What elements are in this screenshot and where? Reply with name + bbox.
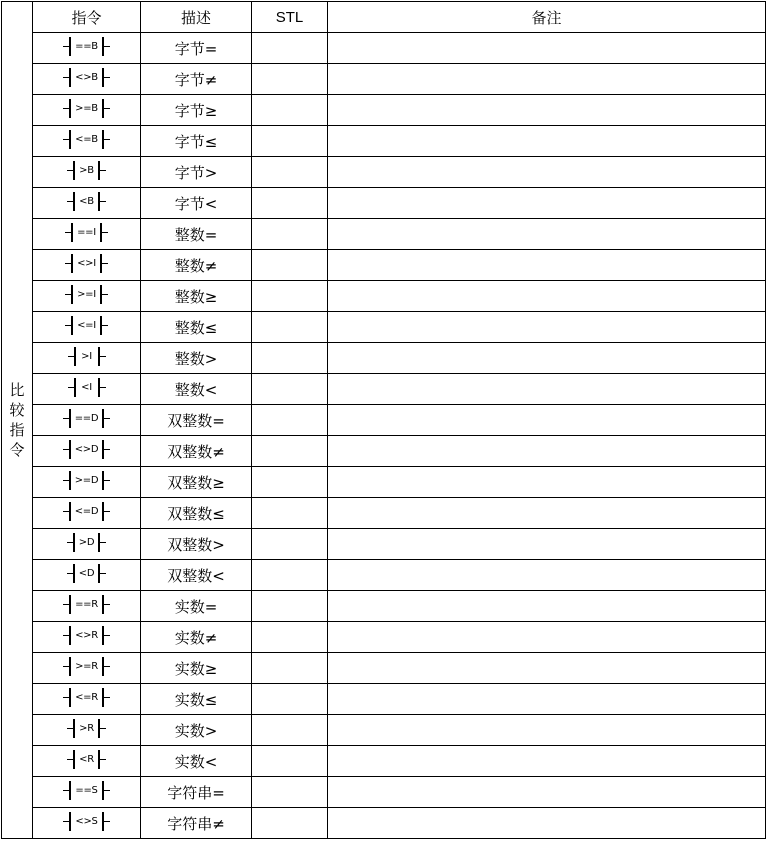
instruction-operator: ==I bbox=[77, 226, 96, 238]
remark-cell bbox=[328, 33, 766, 64]
instruction-cell bbox=[33, 467, 141, 498]
instruction-operator: >=D bbox=[74, 474, 99, 486]
contact-symbol-icon bbox=[71, 222, 102, 242]
remark-cell bbox=[328, 157, 766, 188]
stl-cell bbox=[252, 808, 328, 839]
description-cell: 双整数≥ bbox=[141, 467, 252, 498]
remark-cell bbox=[328, 312, 766, 343]
table-row bbox=[2, 250, 766, 281]
instruction-cell bbox=[33, 684, 141, 715]
description-cell: 实数≤ bbox=[141, 684, 252, 715]
header-stl: STL bbox=[252, 2, 328, 33]
stl-cell bbox=[252, 498, 328, 529]
description-cell: 字符串≠ bbox=[141, 808, 252, 839]
instruction-cell bbox=[33, 33, 141, 64]
table-row bbox=[2, 529, 766, 560]
contact-symbol-icon bbox=[73, 749, 100, 769]
contact-symbol-icon bbox=[69, 594, 104, 614]
stl-cell bbox=[252, 374, 328, 405]
table-row bbox=[2, 467, 766, 498]
table-row bbox=[2, 281, 766, 312]
header-instruction: 指令 bbox=[33, 2, 141, 33]
remark-cell bbox=[328, 126, 766, 157]
instruction-cell bbox=[33, 281, 141, 312]
contact-symbol-icon bbox=[73, 191, 100, 211]
header-remark: 备注 bbox=[328, 2, 766, 33]
contact-symbol-icon bbox=[69, 780, 103, 800]
stl-cell bbox=[252, 777, 328, 808]
remark-cell bbox=[328, 746, 766, 777]
remark-cell bbox=[328, 343, 766, 374]
table-row bbox=[2, 622, 766, 653]
instruction-cell bbox=[33, 591, 141, 622]
table-row bbox=[2, 777, 766, 808]
contact-symbol-icon bbox=[73, 532, 100, 552]
table-row bbox=[2, 591, 766, 622]
instruction-operator: <=I bbox=[77, 319, 96, 331]
remark-cell bbox=[328, 219, 766, 250]
remark-cell bbox=[328, 467, 766, 498]
instruction-cell bbox=[33, 250, 141, 281]
remark-cell bbox=[328, 684, 766, 715]
instruction-operator: >R bbox=[79, 722, 94, 734]
remark-cell bbox=[328, 808, 766, 839]
instruction-cell bbox=[33, 715, 141, 746]
contact-symbol-icon bbox=[73, 160, 100, 180]
table-row bbox=[2, 684, 766, 715]
description-cell: 整数≠ bbox=[141, 250, 252, 281]
table-row bbox=[2, 436, 766, 467]
stl-cell bbox=[252, 715, 328, 746]
stl-cell bbox=[252, 64, 328, 95]
instruction-operator: <B bbox=[79, 195, 94, 207]
stl-cell bbox=[252, 281, 328, 312]
table-row bbox=[2, 219, 766, 250]
remark-cell bbox=[328, 715, 766, 746]
remark-cell bbox=[328, 64, 766, 95]
instruction-cell bbox=[33, 560, 141, 591]
table-row bbox=[2, 157, 766, 188]
contact-symbol-icon bbox=[69, 67, 104, 87]
contact-symbol-icon bbox=[71, 315, 102, 335]
instruction-cell bbox=[33, 529, 141, 560]
description-cell: 双整数= bbox=[141, 405, 252, 436]
table-row bbox=[2, 374, 766, 405]
stl-cell bbox=[252, 746, 328, 777]
table-row bbox=[2, 405, 766, 436]
description-cell: 实数= bbox=[141, 591, 252, 622]
description-cell: 实数> bbox=[141, 715, 252, 746]
description-cell: 双整数< bbox=[141, 560, 252, 591]
stl-cell bbox=[252, 343, 328, 374]
contact-symbol-icon bbox=[69, 129, 104, 149]
instruction-cell bbox=[33, 653, 141, 684]
instruction-operator: ==R bbox=[75, 598, 98, 610]
stl-cell bbox=[252, 436, 328, 467]
description-cell: 字节> bbox=[141, 157, 252, 188]
contact-symbol-icon bbox=[74, 346, 100, 366]
instruction-cell bbox=[33, 405, 141, 436]
instruction-operator: <>S bbox=[75, 815, 98, 827]
description-cell: 字节< bbox=[141, 188, 252, 219]
remark-cell bbox=[328, 436, 766, 467]
remark-cell bbox=[328, 95, 766, 126]
stl-cell bbox=[252, 622, 328, 653]
stl-cell bbox=[252, 529, 328, 560]
instruction-operator: <>B bbox=[75, 71, 98, 83]
contact-symbol-icon bbox=[71, 284, 102, 304]
instruction-cell bbox=[33, 188, 141, 219]
instruction-operator: >I bbox=[81, 350, 92, 362]
contact-symbol-icon bbox=[69, 439, 105, 459]
table-row bbox=[2, 560, 766, 591]
remark-cell bbox=[328, 374, 766, 405]
description-cell: 字节≠ bbox=[141, 64, 252, 95]
description-cell: 双整数> bbox=[141, 529, 252, 560]
instruction-operator: >D bbox=[78, 536, 95, 548]
remark-cell bbox=[328, 560, 766, 591]
instruction-operator: <>R bbox=[75, 629, 98, 641]
contact-symbol-icon bbox=[73, 718, 100, 738]
table-row bbox=[2, 653, 766, 684]
instruction-cell bbox=[33, 498, 141, 529]
description-cell: 整数< bbox=[141, 374, 252, 405]
description-cell: 双整数≠ bbox=[141, 436, 252, 467]
stl-cell bbox=[252, 467, 328, 498]
instruction-cell bbox=[33, 746, 141, 777]
description-cell: 整数= bbox=[141, 219, 252, 250]
stl-cell bbox=[252, 653, 328, 684]
description-cell: 整数≤ bbox=[141, 312, 252, 343]
instruction-cell bbox=[33, 157, 141, 188]
table-row bbox=[2, 312, 766, 343]
category-cell bbox=[2, 2, 33, 839]
instruction-cell bbox=[33, 622, 141, 653]
description-cell: 字符串= bbox=[141, 777, 252, 808]
remark-cell bbox=[328, 188, 766, 219]
instruction-operator: >=B bbox=[75, 102, 98, 114]
instruction-operator: <D bbox=[78, 567, 95, 579]
description-cell: 实数≥ bbox=[141, 653, 252, 684]
contact-symbol-icon bbox=[69, 408, 105, 428]
stl-cell bbox=[252, 591, 328, 622]
stl-cell bbox=[252, 219, 328, 250]
contact-symbol-icon bbox=[69, 656, 104, 676]
description-cell: 整数> bbox=[141, 343, 252, 374]
instruction-cell bbox=[33, 64, 141, 95]
header-description: 描述 bbox=[141, 2, 252, 33]
instruction-cell bbox=[33, 312, 141, 343]
instruction-cell bbox=[33, 126, 141, 157]
instruction-operator: <>I bbox=[77, 257, 96, 269]
instruction-cell bbox=[33, 343, 141, 374]
remark-cell bbox=[328, 498, 766, 529]
comparison-instruction-table bbox=[1, 1, 766, 839]
contact-symbol-icon bbox=[69, 811, 103, 831]
stl-cell bbox=[252, 560, 328, 591]
table-row bbox=[2, 343, 766, 374]
instruction-operator: <=R bbox=[75, 691, 98, 703]
stl-cell bbox=[252, 312, 328, 343]
instruction-operator: <=D bbox=[74, 505, 99, 517]
stl-cell bbox=[252, 188, 328, 219]
table-row bbox=[2, 715, 766, 746]
instruction-operator: >=R bbox=[75, 660, 98, 672]
contact-symbol-icon bbox=[71, 253, 102, 273]
description-cell: 实数< bbox=[141, 746, 252, 777]
remark-cell bbox=[328, 250, 766, 281]
instruction-cell bbox=[33, 374, 141, 405]
instruction-operator: >B bbox=[79, 164, 94, 176]
description-cell: 实数≠ bbox=[141, 622, 252, 653]
contact-symbol-icon bbox=[69, 501, 105, 521]
stl-cell bbox=[252, 126, 328, 157]
instruction-cell bbox=[33, 219, 141, 250]
remark-cell bbox=[328, 622, 766, 653]
stl-cell bbox=[252, 405, 328, 436]
table-row bbox=[2, 95, 766, 126]
category-label: 比较指令 bbox=[9, 381, 25, 459]
remark-cell bbox=[328, 777, 766, 808]
description-cell: 双整数≤ bbox=[141, 498, 252, 529]
instruction-operator: <R bbox=[79, 753, 94, 765]
remark-cell bbox=[328, 591, 766, 622]
table-row bbox=[2, 126, 766, 157]
stl-cell bbox=[252, 95, 328, 126]
description-cell: 字节≥ bbox=[141, 95, 252, 126]
stl-cell bbox=[252, 684, 328, 715]
stl-cell bbox=[252, 157, 328, 188]
remark-cell bbox=[328, 281, 766, 312]
stl-cell bbox=[252, 250, 328, 281]
instruction-operator: >=I bbox=[77, 288, 96, 300]
table-row bbox=[2, 33, 766, 64]
table-row bbox=[2, 498, 766, 529]
contact-symbol-icon bbox=[73, 563, 100, 583]
contact-symbol-icon bbox=[74, 377, 100, 397]
remark-cell bbox=[328, 405, 766, 436]
remark-cell bbox=[328, 653, 766, 684]
instruction-cell bbox=[33, 808, 141, 839]
table-row bbox=[2, 64, 766, 95]
instruction-operator: <I bbox=[81, 381, 92, 393]
contact-symbol-icon bbox=[69, 470, 105, 490]
instruction-operator: ==D bbox=[74, 412, 99, 424]
instruction-cell bbox=[33, 436, 141, 467]
instruction-operator: ==B bbox=[75, 40, 98, 52]
contact-symbol-icon bbox=[69, 98, 104, 118]
instruction-operator: ==S bbox=[75, 784, 98, 796]
table-row bbox=[2, 188, 766, 219]
instruction-operator: <>D bbox=[74, 443, 99, 455]
instruction-cell bbox=[33, 777, 141, 808]
header-row bbox=[2, 2, 766, 33]
contact-symbol-icon bbox=[69, 36, 104, 56]
remark-cell bbox=[328, 529, 766, 560]
table-row bbox=[2, 746, 766, 777]
instruction-cell bbox=[33, 95, 141, 126]
description-cell: 字节≤ bbox=[141, 126, 252, 157]
table-row bbox=[2, 808, 766, 839]
contact-symbol-icon bbox=[69, 687, 104, 707]
description-cell: 字节= bbox=[141, 33, 252, 64]
instruction-operator: <=B bbox=[75, 133, 98, 145]
stl-cell bbox=[252, 33, 328, 64]
description-cell: 整数≥ bbox=[141, 281, 252, 312]
contact-symbol-icon bbox=[69, 625, 104, 645]
